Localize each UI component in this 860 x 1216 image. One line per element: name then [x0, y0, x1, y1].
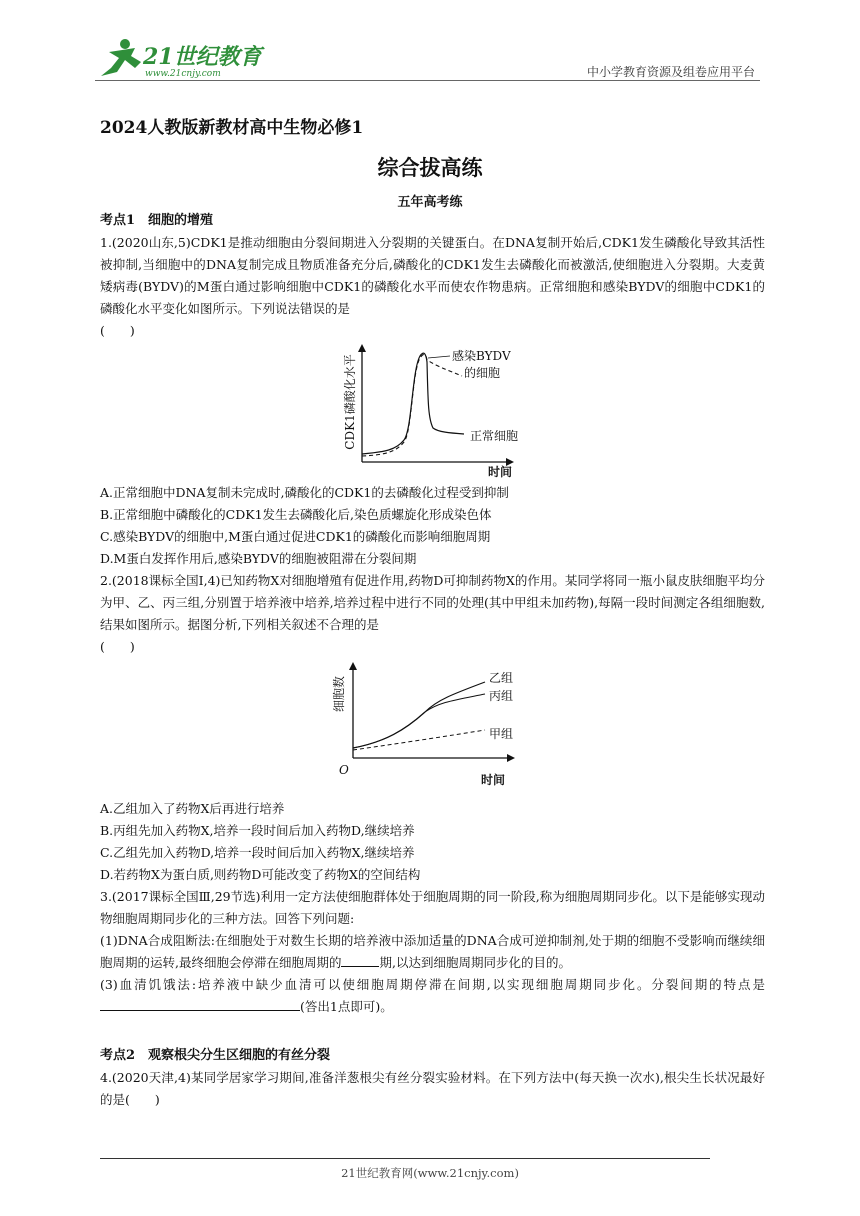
q2-y-axis-arrow	[349, 662, 357, 670]
q3-part-1-text-b: 期的细胞不受影响而继续细胞周期的运转,最终细胞会停滞在细胞周期的	[100, 933, 765, 970]
question-2-stem: 2.(2018课标全国Ⅰ,4)已知药物X对细胞增殖有促进作用,药物D可抑制药物X的作用。某同学将同一瓶小鼠皮肤细胞平均分为甲、乙、丙三组,分别置于培养液中培养,培养过程中进行不同的处理(其中甲组未加药物),每隔一段时间测定各组细胞数,结果如图所示。据图分析,下列相关叙述不合理的是	[100, 573, 765, 632]
q1-chart	[330, 340, 560, 480]
q1-label-infected-1: 感染BYDV	[452, 349, 511, 363]
section-title: 综合拔高练	[377, 155, 483, 180]
question-1-options	[100, 482, 765, 570]
document-title: 2024人教版新教材高中生物必修1	[100, 118, 364, 138]
logo-text: 21世纪教育	[143, 44, 262, 70]
knowledge-point-1: 考点1 细胞的增殖	[100, 213, 214, 228]
logo-url: www.21cnjy.com	[145, 69, 221, 79]
header-tagline: 中小学教育资源及组卷应用平台	[586, 65, 755, 79]
question-1-stem: 1.(2020山东,5)CDK1是推动细胞由分裂间期进入分裂期的关键蛋白。在DNA复制开始后,CDK1发生磷酸化导致其活性被抑制,当细胞中的DNA复制完成且物质准备充分后,磷酸化的CDK1发生去磷酸化而被激活,使细胞进入分裂期。大麦黄矮病毒(BYDV)的M蛋白通过影响细胞中CDK1的磷酸化水平而使农作物患病。正常细胞和感染BYDV的细胞中CDK1的磷酸化水平变化如图所示。下列说法错误的是	[100, 235, 765, 316]
q2-label-yi: 乙组	[489, 671, 514, 685]
question-2-paren: ( )	[100, 639, 135, 654]
q2-y-label: 细胞数	[332, 675, 346, 713]
site-logo	[95, 38, 265, 82]
question-4: 4.(2020天津,4)某同学居家学习期间,准备洋葱根尖有丝分裂实验材料。在下列方法中(每天换一次水),根尖生长状况最好的是( )	[100, 1070, 765, 1107]
q2-option-c: C.乙组先加入药物D,培养一段时间后加入药物X,继续培养	[100, 845, 415, 860]
footer-divider	[100, 1158, 710, 1159]
question-3-part-1	[100, 930, 765, 974]
q2-x-axis-arrow	[507, 754, 515, 762]
q2-label-jia: 甲组	[489, 727, 514, 741]
question-2	[100, 570, 765, 658]
q2-curve-jia	[353, 730, 485, 750]
knowledge-point-2: 考点2 观察根尖分生区细胞的有丝分裂	[100, 1048, 331, 1063]
q1-option-c: C.感染BYDV的细胞中,M蛋白通过促进CDK1的磷酸化而影响细胞周期	[100, 529, 491, 544]
q3-part-1-text-a: (1)DNA合成阻断法:在细胞处于对数生长期的培养液中添加适量的DNA合成可逆抑制剂,处于	[100, 933, 615, 948]
q3-part-3-text-b: (答出1点即可)。	[300, 999, 393, 1014]
q1-y-label: CDK1磷酸化水平	[343, 354, 357, 450]
q1-x-label: 时间	[488, 465, 513, 479]
sub-title: 五年高考练	[397, 195, 463, 210]
q1-infected-cell-curve	[362, 354, 462, 456]
q1-option-b: B.正常细胞中磷酸化的CDK1发生去磷酸化后,染色质螺旋化形成染色体	[100, 507, 492, 522]
q2-origin-label: O	[339, 763, 349, 777]
runner-icon	[101, 39, 141, 76]
q1-normal-cell-curve	[362, 353, 464, 454]
question-3-part-3	[100, 974, 765, 1018]
q1-option-d: D.M蛋白发挥作用后,感染BYDV的细胞被阻滞在分裂间期	[100, 551, 417, 566]
q2-option-d: D.若药物X为蛋白质,则药物D可能改变了药物X的空间结构	[100, 867, 421, 882]
question-1	[100, 232, 765, 342]
q2-option-a: A.乙组加入了药物X后再进行培养	[100, 801, 285, 816]
q3-answer-blank-2[interactable]	[100, 996, 300, 1011]
q1-y-axis-arrow	[358, 344, 366, 352]
header-divider	[95, 80, 760, 81]
footer-text: 21世纪教育网(www.21cnjy.com)	[341, 1166, 519, 1180]
q3-answer-blank-1[interactable]	[341, 952, 379, 967]
q2-chart	[325, 660, 555, 790]
question-3-stem: 3.(2017课标全国Ⅲ,29节选)利用一定方法使细胞群体处于细胞周期的同一阶段,称为细胞周期同步化。以下是能够实现动物细胞周期同步化的三种方法。回答下列问题:	[100, 889, 765, 926]
q1-label-infected-2: 的细胞	[464, 366, 501, 380]
question-2-options	[100, 798, 765, 886]
q1-option-a: A.正常细胞中DNA复制未完成时,磷酸化的CDK1的去磷酸化过程受到抑制	[100, 485, 509, 500]
q3-part-1-text-c: 期,以达到细胞周期同步化的目的。	[379, 955, 571, 970]
q2-option-b: B.丙组先加入药物X,培养一段时间后加入药物D,继续培养	[100, 823, 415, 838]
question-3	[100, 886, 765, 1018]
q2-x-label: 时间	[481, 773, 506, 787]
q1-label-normal: 正常细胞	[470, 429, 519, 443]
q2-label-bing: 丙组	[489, 689, 514, 703]
q2-curve-yi	[353, 682, 485, 748]
question-1-paren: ( )	[100, 323, 135, 338]
q1-leader-line	[428, 356, 450, 358]
q3-part-3-text-a: (3)血清饥饿法:培养液中缺少血清可以使细胞周期停滞在间期,以实现细胞周期同步化。分裂间期的特点是	[100, 977, 765, 992]
